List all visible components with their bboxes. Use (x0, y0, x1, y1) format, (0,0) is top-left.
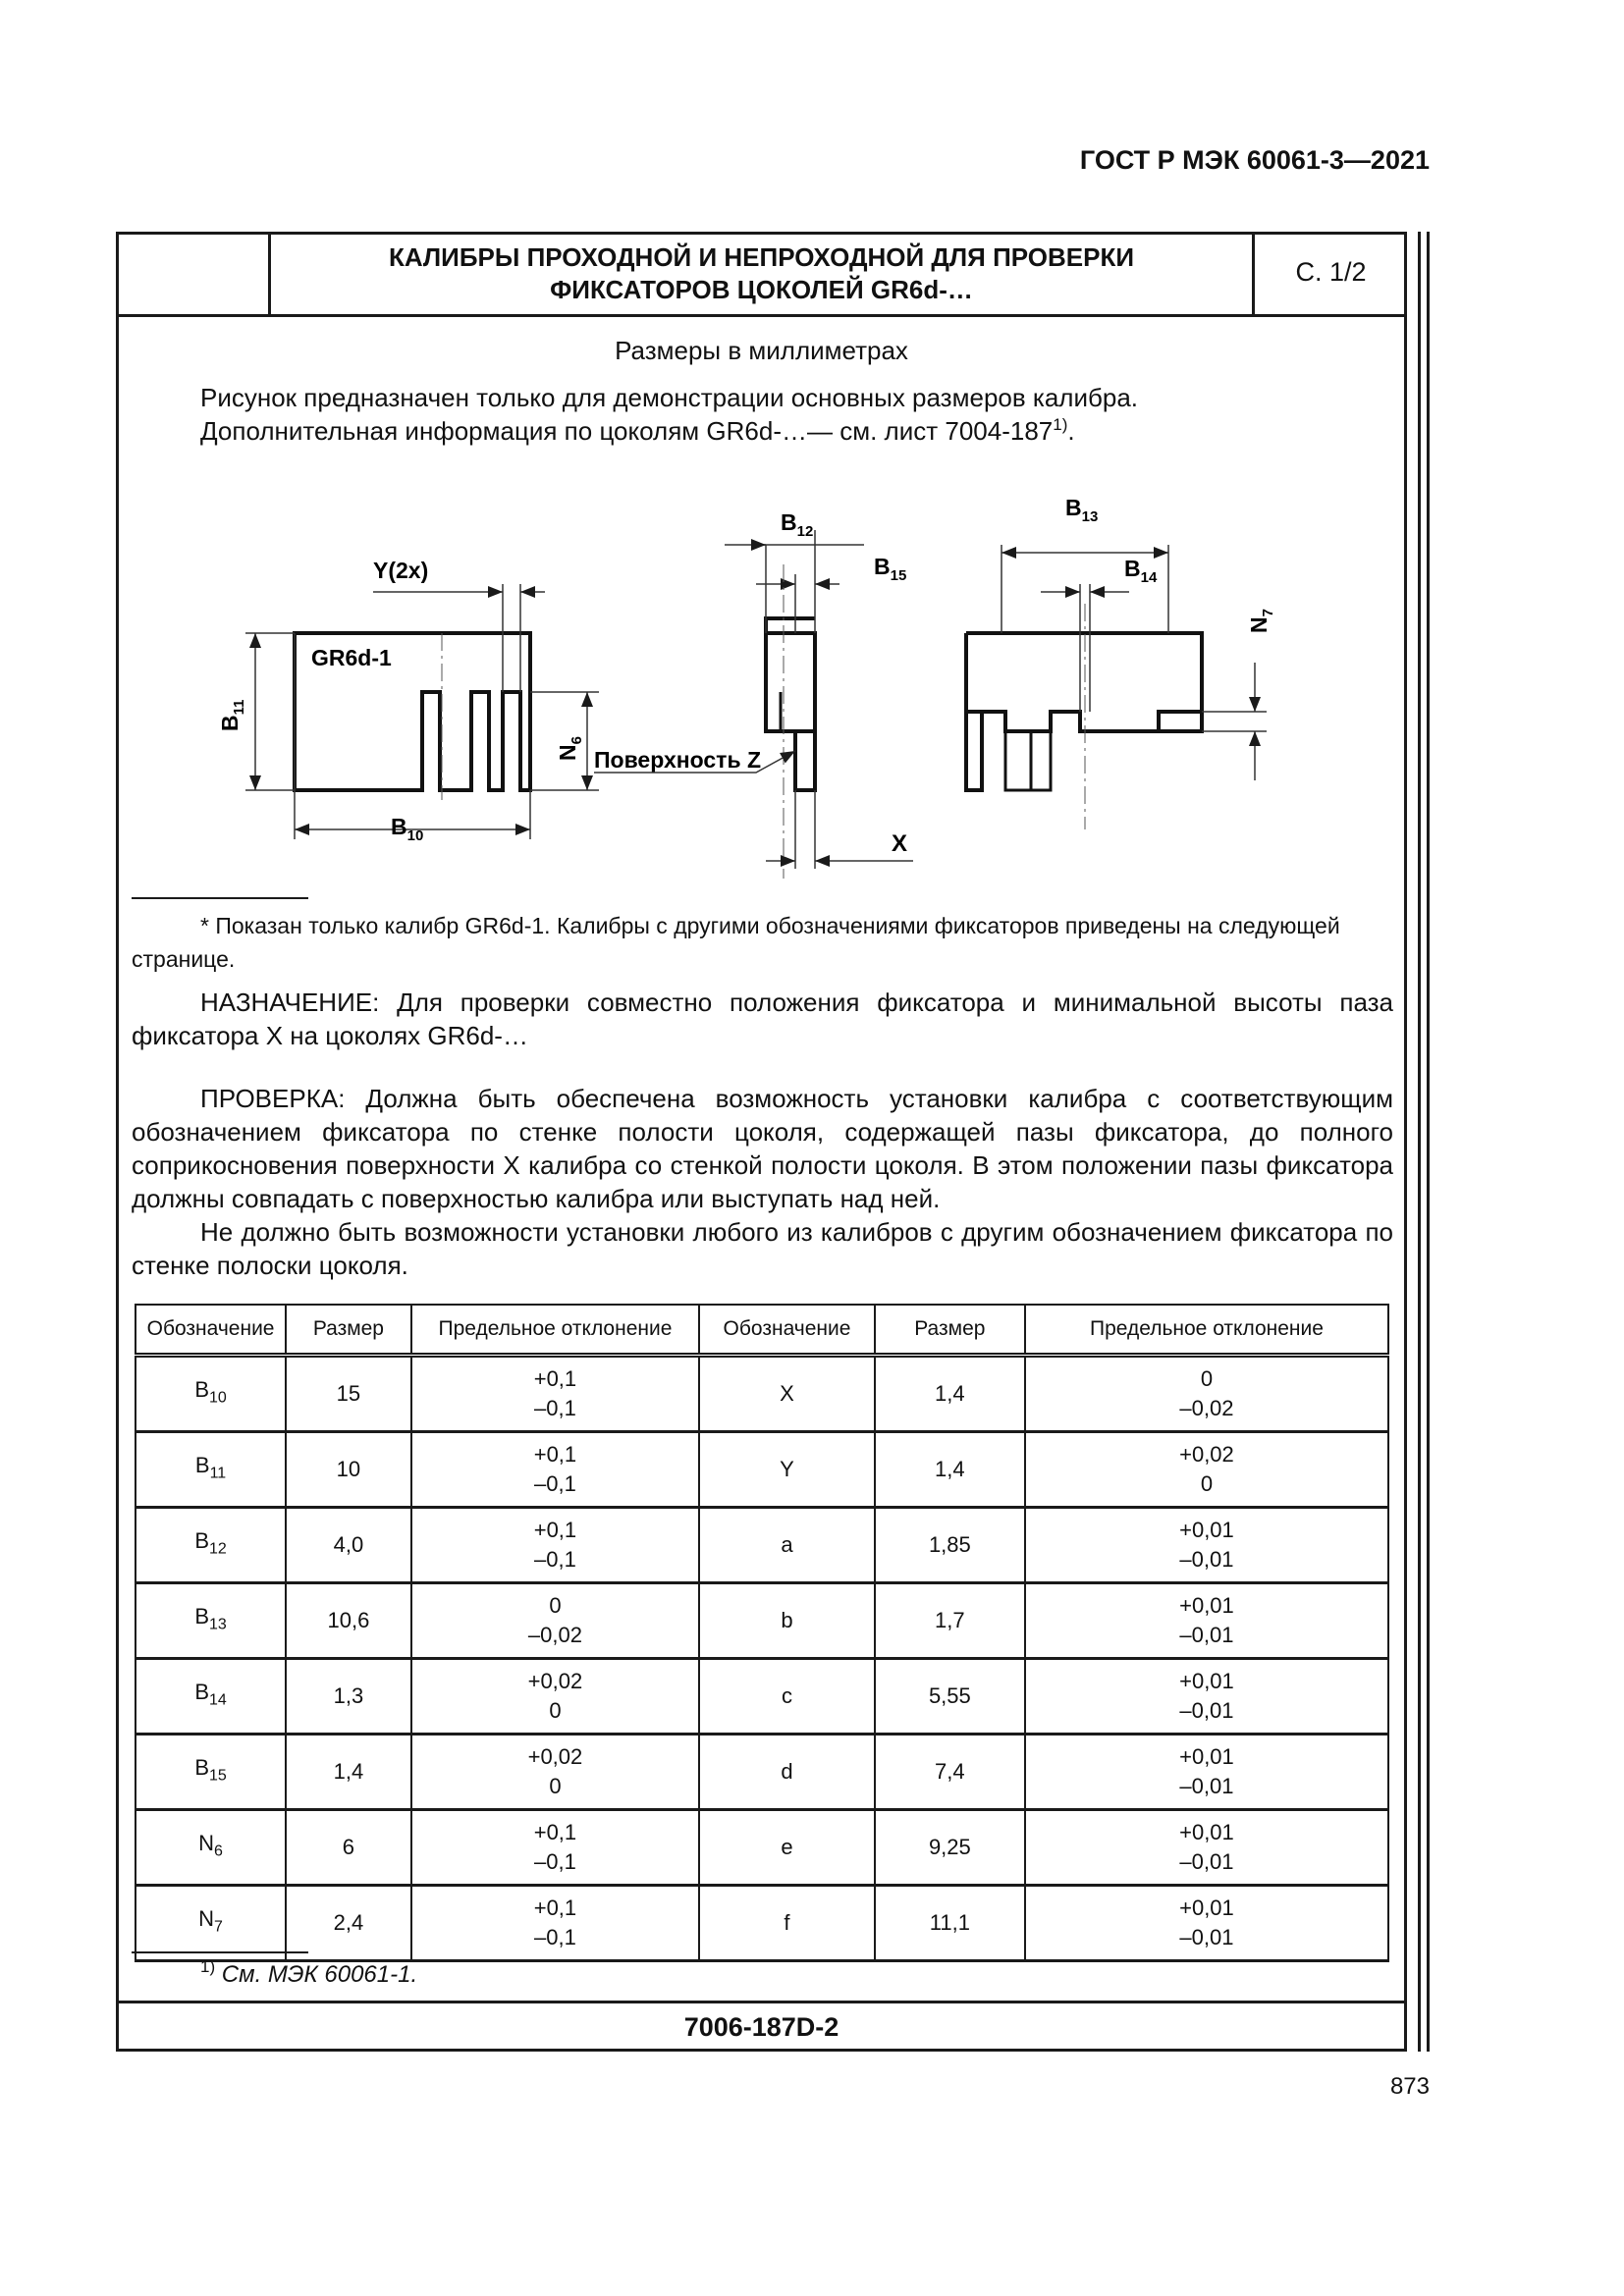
intro-line: Рисунок предназначен только для демонстрации основных размеров калибра. (200, 383, 1139, 412)
footnote-separator (132, 897, 308, 899)
gauge-drawing (187, 486, 1316, 898)
cell-size: 1,4 (286, 1735, 411, 1810)
cell-tolerance: +0,01 –0,01 (1025, 1508, 1388, 1583)
purpose-paragraph: НАЗНАЧЕНИЕ: Для проверки совместно положения фиксатора и минимальной высоты паза фиксатора X на цоколях GR6d-… (132, 988, 1393, 1050)
footnote-ref: 1) (1053, 415, 1068, 434)
cell-size: 11,1 (875, 1886, 1025, 1961)
cell-tolerance: +0,02 0 (411, 1735, 699, 1810)
cell-size: 6 (286, 1810, 411, 1886)
sheet-title-line: ФИКСАТОРОВ ЦОКОЛЕЙ GR6d-… (550, 275, 973, 304)
cell-designation: a (699, 1508, 875, 1583)
sheet-page-indicator: С. 1/2 (1295, 257, 1367, 287)
cell-tolerance: +0,01 –0,01 (1025, 1735, 1388, 1810)
footnote-separator (132, 1951, 308, 1953)
sheet-title (271, 241, 1252, 306)
table-row (135, 1886, 1388, 1961)
gauge-rear-view (966, 633, 1202, 790)
cell-tolerance: +0,01 –0,01 (1025, 1810, 1388, 1886)
dim-b12: $B_{12}$ (781, 509, 814, 540)
cell-tolerance: +0,1 –0,1 (411, 1432, 699, 1508)
dim-b13: $B_{13}$ (1065, 495, 1099, 525)
cell-designation: $B_{14}$ (135, 1659, 286, 1735)
surface-z-label: Поверхность Z (594, 747, 762, 773)
cell-designation: $B_{12}$ (135, 1508, 286, 1583)
dim-n6: $N_6$ (555, 736, 585, 761)
cell-size: 1,4 (875, 1356, 1025, 1432)
cell-size: 2,4 (286, 1886, 411, 1961)
cell-size: 4,0 (286, 1508, 411, 1583)
footer-separator (116, 2001, 1407, 2003)
cell-designation: $B_{10}$ (135, 1356, 286, 1432)
cell-designation: b (699, 1583, 875, 1659)
dim-x: X (892, 830, 908, 857)
dim-n7: $N_7$ (1246, 609, 1276, 633)
cell-designation: c (699, 1659, 875, 1735)
frame-edge-line (1427, 232, 1430, 2052)
table-row (135, 1659, 1388, 1735)
cell-tolerance: +0,01 –0,01 (1025, 1659, 1388, 1735)
header-separator (116, 314, 1407, 317)
cell-size: 7,4 (875, 1735, 1025, 1810)
col-header: Размер (875, 1305, 1025, 1356)
cell-tolerance: +0,1 –0,1 (411, 1356, 699, 1432)
cell-tolerance: +0,01 –0,01 (1025, 1583, 1388, 1659)
cell-designation: d (699, 1735, 875, 1810)
dim-b11: $B_{11}$ (217, 699, 247, 731)
table-header-row (135, 1305, 1388, 1356)
standard-code: ГОСТ Р МЭК 60061-3—2021 (1079, 145, 1430, 175)
dim-y: Y(2x) (373, 558, 429, 583)
cell-designation: $B_{15}$ (135, 1735, 286, 1810)
cell-size: 10 (286, 1432, 411, 1508)
col-header: Обозначение (135, 1305, 286, 1356)
intro-paragraph (200, 381, 1379, 448)
sheet-title-line: КАЛИБРЫ ПРОХОДНОЙ И НЕПРОХОДНОЙ ДЛЯ ПРОВЕРКИ (388, 242, 1135, 272)
cell-designation: f (699, 1886, 875, 1961)
dimensions-note: Размеры в миллиметрах (615, 336, 908, 365)
dimensions-table (135, 1304, 1389, 1962)
cell-tolerance: +0,01 –0,01 (1025, 1886, 1388, 1961)
cell-tolerance: +0,1 –0,1 (411, 1508, 699, 1583)
cell-size: 15 (286, 1356, 411, 1432)
cell-tolerance: +0,02 0 (411, 1659, 699, 1735)
dim-b15: $B_{15}$ (874, 554, 907, 584)
check-paragraph: ПРОВЕРКА: Должна быть обеспечена возможность установки калибра с соответствующим обозначением фиксатора по стенке полости цоколя, содержащей пазы фиксатора, до полного соприкосновения поверхности X калибра со стенкой полости цоколя. В этом положении пазы фиксатора должны совпадать с поверхностью калибра или выступать над ней. (132, 1084, 1393, 1213)
cell-size: 5,55 (875, 1659, 1025, 1735)
cell-size: 1,85 (875, 1508, 1025, 1583)
footnote-1: $^{1)}$ См. МЭК 60061-1. (200, 1957, 418, 1988)
cell-size: 10,6 (286, 1583, 411, 1659)
col-header: Размер (286, 1305, 411, 1356)
cell-size: 1,3 (286, 1659, 411, 1735)
cell-size: 1,7 (875, 1583, 1025, 1659)
check-paragraph-2: Не должно быть возможности установки любого из калибров с другим обозначением фиксатора по стенке полоски цоколя. (132, 1217, 1393, 1280)
cell-tolerance: +0,1 –0,1 (411, 1810, 699, 1886)
table-row (135, 1356, 1388, 1432)
table-row (135, 1583, 1388, 1659)
table-row (135, 1810, 1388, 1886)
table-row (135, 1735, 1388, 1810)
cell-designation: $N_7$ (135, 1886, 286, 1961)
cell-tolerance: 0 –0,02 (1025, 1356, 1388, 1432)
dim-b10: $B_{10}$ (391, 814, 424, 844)
col-header: Предельное отклонение (1025, 1305, 1388, 1356)
cell-tolerance: +0,1 –0,1 (411, 1886, 699, 1961)
frame-edge-line (1418, 232, 1421, 2052)
cell-designation: X (699, 1356, 875, 1432)
intro-line: Дополнительная информация по цоколям GR6d-…— см. лист 7004-187$^{1)}$. (200, 415, 1075, 446)
cell-designation: $N_6$ (135, 1810, 286, 1886)
cell-designation: $B_{13}$ (135, 1583, 286, 1659)
page-number: 873 (1389, 2073, 1430, 2100)
cell-tolerance: 0 –0,02 (411, 1583, 699, 1659)
cell-designation: e (699, 1810, 875, 1886)
dim-b14: $B_{14}$ (1124, 556, 1158, 586)
gauge-label: GR6d-1 (311, 645, 392, 670)
cell-designation: $B_{11}$ (135, 1432, 286, 1508)
col-header: Предельное отклонение (411, 1305, 699, 1356)
table-row (135, 1432, 1388, 1508)
gauge-side-view (766, 618, 815, 731)
footnote-star: * Показан только калибр GR6d-1. Калибры с другими обозначениями фиксаторов приведены на следующей странице. (132, 913, 1340, 972)
col-header: Обозначение (699, 1305, 875, 1356)
table-row (135, 1508, 1388, 1583)
sheet-number: 7006-187D-2 (683, 2012, 839, 2042)
cell-size: 9,25 (875, 1810, 1025, 1886)
cell-tolerance: +0,02 0 (1025, 1432, 1388, 1508)
cell-designation: Y (699, 1432, 875, 1508)
cell-size: 1,4 (875, 1432, 1025, 1508)
